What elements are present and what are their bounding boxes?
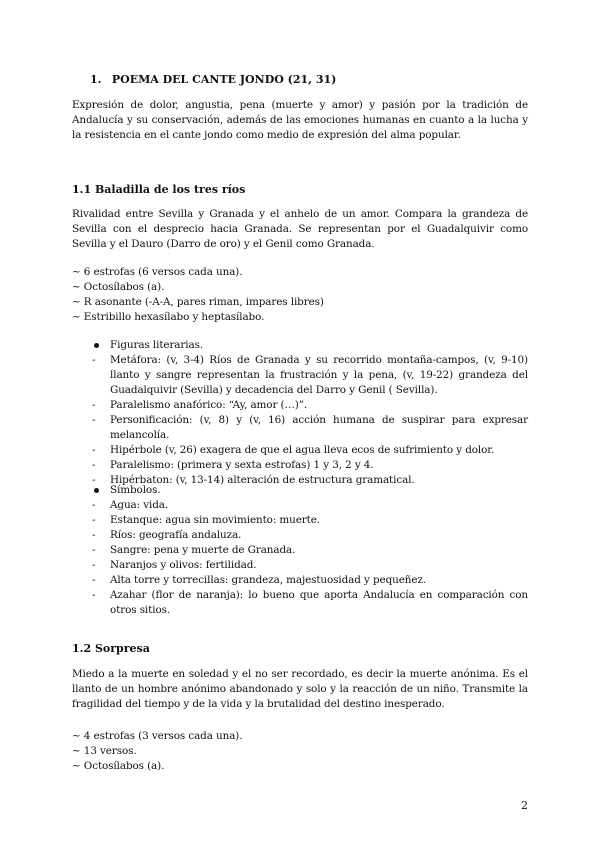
simbolo-text: Azahar (flor de naranja): lo bueno que aporta Andalucía en comparación con otros sitios. <box>110 589 528 616</box>
section-1-number: 1. <box>90 73 102 86</box>
dash-marker: - <box>92 414 96 426</box>
dash-marker: - <box>92 474 96 486</box>
page-number: 2 <box>521 799 528 812</box>
metric-line: ~ Octosílabos (a). <box>72 760 165 772</box>
figura-text: Paralelismo anafórico: “Ay, amor (…)”. <box>110 399 308 411</box>
section-1-2-heading: 1.2 Sorpresa <box>72 642 150 655</box>
figura-text: Metáfora: (v, 3-4) Ríos de Granada y su recorrido montaña-campos, (v, 9-10) llanto y sangre representan la frustración y la pena, (v, 19-22) grandeza del Guadalquivir (Sevilla) y decadencia del Darro y Genil ( Sevilla). <box>110 354 528 396</box>
section-1-1-metrics <box>72 265 528 325</box>
simbolo-text: Sangre: pena y muerte de Granada. <box>110 544 296 556</box>
dash-marker: - <box>92 499 96 511</box>
list-item <box>92 588 528 618</box>
list-item <box>92 558 528 573</box>
metric-line: ~ 13 versos. <box>72 745 137 757</box>
figura-text: Hipérbaton: (v, 13-14) alteración de estructura gramatical. <box>110 474 415 486</box>
figura-text: Paralelismo: (primera y sexta estrofas) 1 y 3, 2 y 4. <box>110 459 374 471</box>
dash-marker: - <box>92 444 96 456</box>
list-item <box>92 398 528 413</box>
list-item <box>92 528 528 543</box>
list-item <box>92 573 528 588</box>
dash-marker: - <box>92 459 96 471</box>
list-item <box>92 543 528 558</box>
simbolos-heading-item <box>92 483 528 498</box>
dash-marker: - <box>92 574 96 586</box>
section-1-1-paragraph: Rivalidad entre Sevilla y Granada y el anhelo de un amor. Compara la grandeza de Sevilla con el desprecio hacia Granada. Se representan por el Guadalquivir como Sevilla y el Dauro (Darro de oro) y el Genil como Granada. <box>72 208 528 250</box>
simbolo-text: Agua: vida. <box>110 499 169 511</box>
section-1-heading <box>72 72 528 87</box>
list-item <box>92 458 528 473</box>
figuras-list <box>92 338 528 488</box>
dash-marker: - <box>92 399 96 411</box>
bullet-icon <box>94 488 99 493</box>
list-item <box>92 443 528 458</box>
dash-marker: - <box>92 529 96 541</box>
section-1-title: POEMA DEL CANTE JONDO (21, 31) <box>111 73 337 86</box>
list-item <box>92 413 528 443</box>
simbolos-heading: Símbolos. <box>110 484 161 496</box>
section-1-2-paragraph: Miedo a la muerte en soledad y el no ser recordado, es decir la muerte anónima. Es el llanto de un hombre anónimo abandonado y solo y la reacción de un niño. Transmite la fragilidad del tiempo y de la vida y la brutalidad del destino inesperado. <box>72 668 528 710</box>
figuras-heading-item <box>92 338 528 353</box>
dash-marker: - <box>92 559 96 571</box>
simbolo-text: Estanque: agua sin movimiento: muerte. <box>110 514 321 526</box>
section-1-paragraph: Expresión de dolor, angustia, pena (muerte y amor) y pasión por la tradición de Andalucía y su conservación, además de las emociones humanas en cuanto a la lucha y la resistencia en el cante jondo como medio de expresión del alma popular. <box>72 99 528 141</box>
dash-marker: - <box>92 589 96 601</box>
metric-line: ~ 6 estrofas (6 versos cada una). <box>72 266 243 278</box>
metric-line: ~ 4 estrofas (3 versos cada una). <box>72 730 243 742</box>
bullet-icon <box>94 343 99 348</box>
metric-line: ~ Estribillo hexasílabo y heptasílabo. <box>72 311 265 323</box>
figura-text: Hipérbole (v, 26) exagera de que el agua lleva ecos de sufrimiento y dolor. <box>110 444 495 456</box>
figura-text: Personificación: (v, 8) y (v, 16) acción humana de suspirar para expresar melancolía. <box>110 414 528 441</box>
list-item <box>92 353 528 398</box>
dash-marker: - <box>92 354 96 366</box>
figuras-heading: Figuras literarias. <box>110 339 204 351</box>
simbolo-text: Naranjos y olivos: fertilidad. <box>110 559 257 571</box>
simbolos-list <box>92 483 528 618</box>
section-1-2-metrics <box>72 729 528 774</box>
metric-line: ~ R asonante (-A-A, pares riman, impares libres) <box>72 296 324 308</box>
list-item <box>92 513 528 528</box>
simbolo-text: Alta torre y torrecillas: grandeza, majestuosidad y pequeñez. <box>110 574 427 586</box>
simbolo-text: Ríos: geografía andaluza. <box>110 529 242 541</box>
dash-marker: - <box>92 544 96 556</box>
section-1-1-heading: 1.1 Baladilla de los tres ríos <box>72 183 246 196</box>
list-item <box>92 498 528 513</box>
dash-marker: - <box>92 514 96 526</box>
metric-line: ~ Octosílabos (a). <box>72 281 165 293</box>
